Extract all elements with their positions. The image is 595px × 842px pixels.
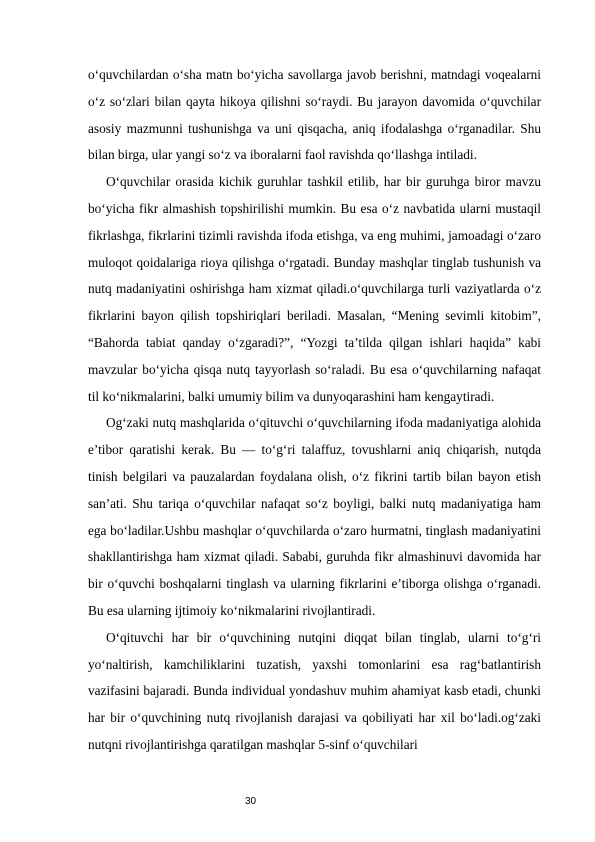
paragraph-2: O‘quvchilar orasida kichik guruhlar tashkil etilib, har bir guruhga biror mavzu bo‘yicha fikr almashish topshirilishi mumkin. Bu esa o‘z navbatida ularni mustaqil fikrlashga, fikrlarini tizimli ravishda ifoda etishga, va eng muhimi, jamoadagi o‘zaro muloqot qoidalariga rioya qilishga o‘rgatadi. Bunday mashqlar tinglab tushunish va nutq madaniyatini oshirishga ham xizmat qiladi.o‘quvchilarga turli vaziyatlarda o‘z fikrlarini bayon qilish topshiriqlari beriladi. Masalan, “Mening sevimli kitobim”, “Bahorda tabiat qanday o‘zgaradi?”, “Yozgi ta’tilda qilgan ishlari haqida” kabi mavzular bo‘yicha qisqa nutq tayyorlash so‘raladi. Bu esa o‘quvchilarning nafaqat til ko‘nikmalarini, balki umumiy bilim va dunyoqarashini ham kengaytiradi. <box>88 174 541 404</box>
paragraph-3: Og‘zaki nutq mashqlarida o‘qituvchi o‘quvchilarning ifoda madaniyatiga alohida e’tibor qaratishi kerak. Bu — to‘g‘ri talaffuz, tovushlarni aniq chiqarish, nutqda tinish belgilari va pauzalardan foydalana olish, o‘z fikrini tartib bilan bayon etish san’ati. Shu tariqa o‘quvchilar nafaqat so‘z boyligi, balki nutq madaniyatiga ham ega bo‘ladilar.Ushbu mashqlar o‘quvchilarda o‘zaro hurmatni, tinglash madaniyatini shakllantirishga ham xizmat qiladi. Sababi, guruhda fikr almashinuvi davomida har bir o‘quvchi boshqalarni tinglash va ularning fikrlarini e’tiborga olishga o‘rganadi. Bu esa ularning ijtimoiy ko‘nikmalarini rivojlantiradi. <box>88 415 541 618</box>
page-number: 30 <box>245 796 257 807</box>
paragraph-1: o‘quvchilardan o‘sha matn bo‘yicha savollarga javob berishni, matndagi voqealarni o‘z so‘zlari bilan qayta hikoya qilishni so‘raydi. Bu jarayon davomida o‘quvchilar asosiy mazmunni tushunishga va uni qisqacha, aniq ifodalashga o‘rganadilar. Shu bilan birga, ular yangi so‘z va iboralarni faol ravishda qo‘llashga intiladi. <box>88 67 541 163</box>
paragraph-4: O‘qituvchi har bir o‘quvchining nutqini diqqat bilan tinglab, ularni to‘g‘ri yo‘naltirish, kamchiliklarini tuzatish, yaxshi tomonlarini esa rag‘batlantirish vazifasini bajaradi. Bunda individual yondashuv muhim ahamiyat kasb etadi, chunki har bir o‘quvchining nutq rivojlanish darajasi va qobiliyati har xil bo‘ladi.og‘zaki nutqni rivojlantirishga qaratilgan mashqlar 5-sinf o‘quvchilari <box>88 629 541 752</box>
document-body <box>88 62 541 759</box>
